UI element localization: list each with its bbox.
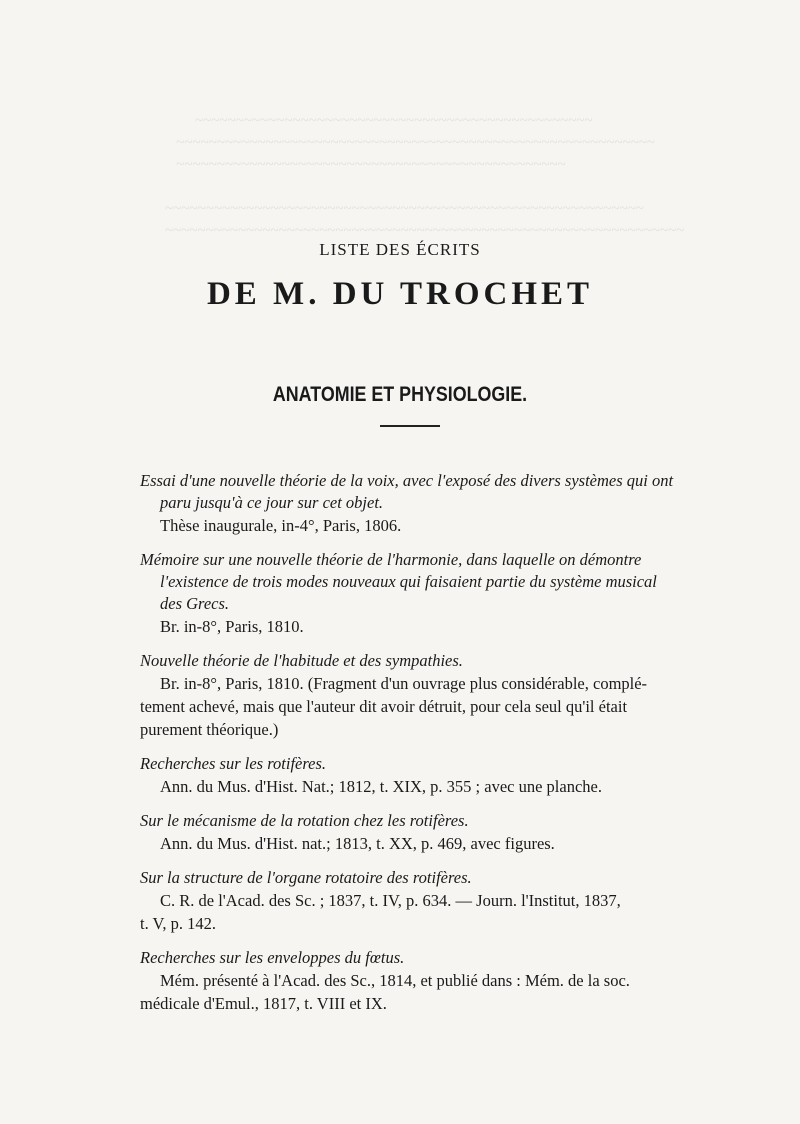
entry-publication: [140, 514, 740, 537]
entry-title: [140, 810, 740, 832]
entry-publication-line: médicale d'Emul., 1817, t. VIII et IX.: [140, 994, 387, 1013]
entry-title-line: Recherches sur les rotifères.: [140, 754, 327, 773]
section-rule: [380, 425, 440, 427]
entry-publication-line: tement achevé, mais que l'auteur dit avoir détruit, pour cela seul qu'il était: [140, 697, 628, 716]
entry-title: [140, 947, 740, 969]
entry: [140, 650, 740, 741]
entry-title-line: Mémoire sur une nouvelle théorie de l'harmonie, dans laquelle on démontre: [140, 550, 642, 569]
entry-title: [140, 867, 740, 889]
entry-publication: [140, 889, 740, 935]
entry-publication-line: Ann. du Mus. d'Hist. nat.; 1813, t. XX, p. 469, avec figures.: [160, 834, 555, 853]
entry: [140, 549, 740, 638]
entry: [140, 470, 740, 537]
entry-publication-line: Thèse inaugurale, in-4°, Paris, 1806.: [160, 516, 402, 535]
entry-title-line: l'existence de trois modes nouveaux qui faisaient partie du système musical: [160, 572, 657, 591]
entry-publication-line: Br. in-8°, Paris, 1810. (Fragment d'un ouvrage plus considérable, complé-: [160, 674, 648, 693]
entry-title-line: Sur la structure de l'organe rotatoire des rotifères.: [140, 868, 472, 887]
entry-publication: [140, 969, 740, 1015]
author-heading: DE M. DU TROCHET: [206, 276, 594, 312]
entry-title-line: Nouvelle théorie de l'habitude et des sympathies.: [140, 651, 463, 670]
entries-list: [140, 470, 740, 1027]
entry-title: [140, 650, 740, 672]
bleed-through-texture: ~~~~~~~~~~~~~~~~~~~~~~~~~~~~~~~~~~~~~~~~~~~~~~~~~ ~~~~~~~~~~~~~~~~~~~~~~~~~~~~~~~~~~~~~~~~~~~~~~~~~~~~~~~~~~~ ~~~~~~~~~~~~~~~~~~~~~~~~~~~~~~~~~~~~~~~~~~~~~~~~ ~~~~~~~~~~~~~~~~~~~~~~~~~~~~~~~~~~~~~~~~~~~~~~~~~~~~~~~~~~~ ~~~~~~~~~~~~~~~~~~~~~~~~~~~~~~~~~~~~~~~~~~~~~~~~~~~~~~~~~~~~~~~~: [165, 113, 685, 239]
entry-title-line: paru jusqu'à ce jour sur cet objet.: [160, 493, 384, 512]
entry-title-line: Sur le mécanisme de la rotation chez les rotifères.: [140, 811, 469, 830]
list-heading: LISTE DES ÉCRITS: [319, 240, 481, 259]
section-title: ANATOMIE ET PHYSIOLOGIE.: [272, 383, 528, 406]
entry: [140, 810, 740, 855]
entry-publication-line: Br. in-8°, Paris, 1810.: [160, 617, 304, 636]
entry-title-line: des Grecs.: [160, 594, 230, 613]
entry-publication-line: t. V, p. 142.: [140, 914, 216, 933]
entry-publication-line: Ann. du Mus. d'Hist. Nat.; 1812, t. XIX, p. 355 ; avec une planche.: [160, 777, 602, 796]
entry-publication-line: purement théorique.): [140, 720, 279, 739]
entry-title: [140, 753, 740, 775]
entry: [140, 867, 740, 935]
entry-publication-line: C. R. de l'Acad. des Sc. ; 1837, t. IV, p. 634. — Journ. l'Institut, 1837,: [160, 891, 621, 910]
entry: [140, 753, 740, 798]
entry-title-line: Recherches sur les enveloppes du fœtus.: [140, 948, 405, 967]
entry-title: [140, 470, 740, 514]
entry-publication: [140, 775, 740, 798]
entry-publication: [140, 672, 740, 741]
entry-title-line: Essai d'une nouvelle théorie de la voix, avec l'exposé des divers systèmes qui ont: [140, 471, 674, 490]
entry-publication: [140, 832, 740, 855]
entry-title: [140, 549, 740, 615]
entry: [140, 947, 740, 1015]
entry-publication: [140, 615, 740, 638]
entry-publication-line: Mém. présenté à l'Acad. des Sc., 1814, et publié dans : Mém. de la soc.: [160, 971, 630, 990]
